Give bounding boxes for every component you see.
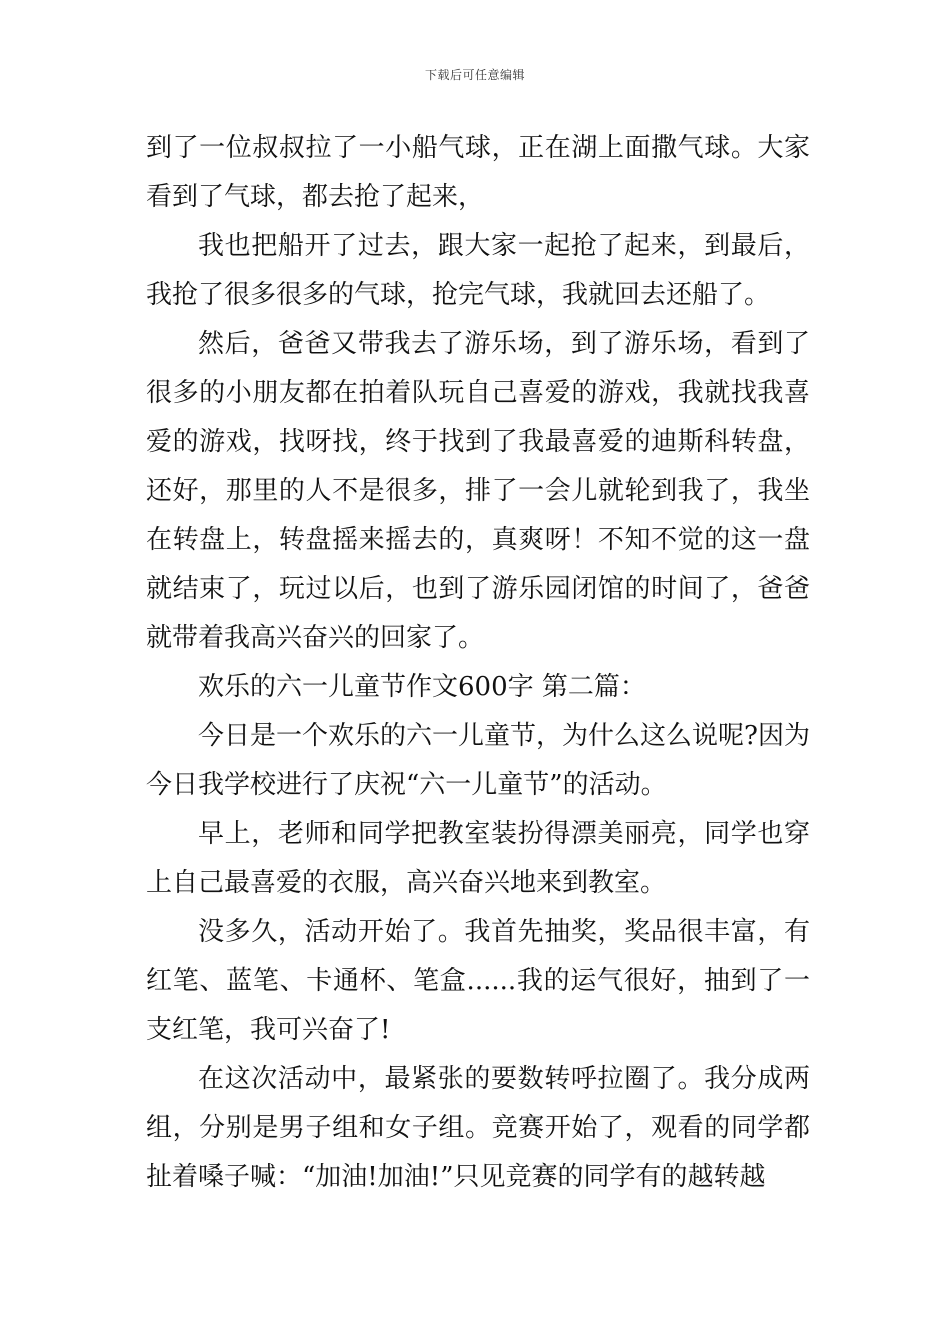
section-heading: 欢乐的六一儿童节作文600字 第二篇：	[198, 672, 646, 702]
paragraph-6: 没多久，活动开始了。我首先抽奖，奖品很丰富，有红笔、蓝笔、卡通杯、笔盒......我的运气很好，抽到了一支红笔，我可兴奋了!	[146, 917, 810, 1045]
paragraph-7: 在这次活动中，最紧张的要数转呼拉圈了。我分成两组，分别是男子组和女子组。竞赛开始了，观看的同学都扯着嗓子喊：“加油!加油!”只见竞赛的同学有的越转越	[146, 1064, 810, 1192]
paragraph-3: 然后，爸爸又带我去了游乐场，到了游乐场，看到了很多的小朋友都在拍着队玩自己喜爱的游戏，我就找我喜爱的游戏，找呀找，终于找到了我最喜爱的迪斯科转盘，还好，那里的人不是很多，排了一会儿就轮到我了，我坐在转盘上，转盘摇来摇去的，真爽呀！不知不觉的这一盘就结束了，玩过以后，也到了游乐园闭馆的时间了，爸爸就带着我高兴奋兴的回家了。	[146, 329, 810, 653]
paragraph-4: 今日是一个欢乐的六一儿童节，为什么这么说呢?因为今日我学校进行了庆祝“六一儿童节”的活动。	[146, 721, 810, 800]
paragraph-1: 到了一位叔叔拉了一小船气球，正在湖上面撒气球。大家看到了气球，都去抢了起来，	[146, 133, 810, 212]
document-body	[146, 124, 810, 1202]
page-header: 下载后可任意编辑	[424, 68, 525, 82]
paragraph-2: 我也把船开了过去，跟大家一起抢了起来，到最后，我抢了很多很多的气球，抢完气球，我就回去还船了。	[146, 231, 810, 310]
paragraph-5: 早上，老师和同学把教室装扮得漂美丽亮，同学也穿上自己最喜爱的衣服，高兴奋兴地来到教室。	[146, 819, 810, 898]
